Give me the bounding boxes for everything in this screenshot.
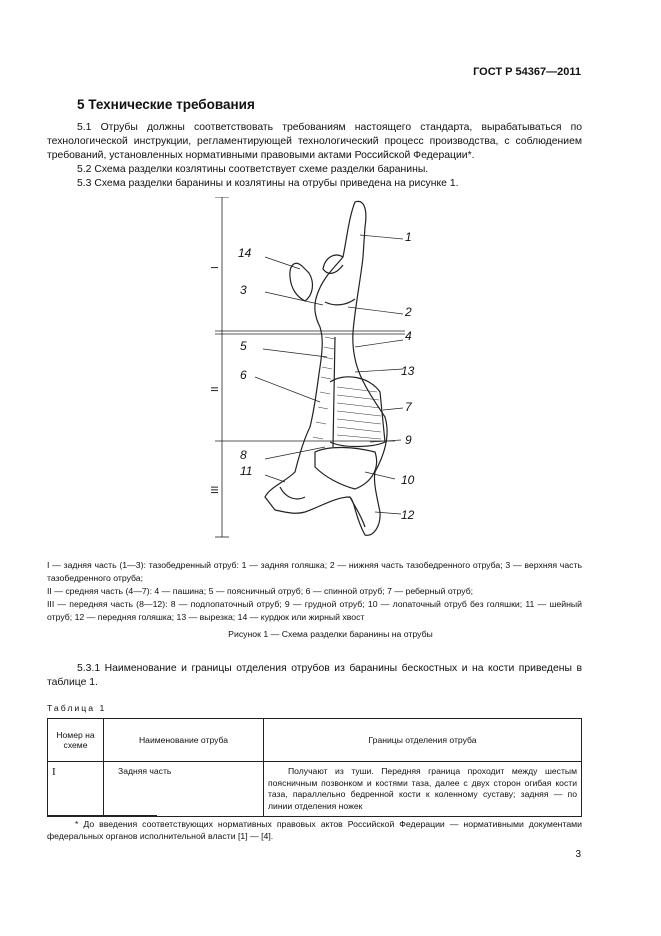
cut-number-10: 10 [401, 473, 415, 487]
cell-bounds: Получают из туши. Передняя граница проходит между шестым поясничным позвонком и костями таза, далее с двух сторон огибая кости таза, параллельно бедренной кости к коленному суставу; задняя — по линии отделения ножек [264, 762, 582, 817]
cut-number-6: 6 [240, 368, 247, 382]
header-bounds: Границы отделения отруба [264, 719, 582, 762]
cut-number-7: 7 [405, 400, 412, 414]
cut-number-3: 3 [240, 283, 247, 297]
cell-number: I [48, 762, 104, 817]
footnote-rule [47, 815, 157, 816]
cut-number-4: 4 [405, 329, 412, 343]
figure-legend [47, 559, 582, 624]
cut-number-2: 2 [405, 305, 412, 319]
part-label-III: III [210, 485, 221, 494]
table-row [48, 762, 582, 817]
cut-number-1: 1 [405, 230, 412, 244]
legend-part-I: I — задняя часть (1—3): тазобедренный отруб: 1 — задняя голяшка; 2 — нижняя часть тазобедренного отруба; 3 — верхняя часть тазобедренного отруба; [47, 560, 582, 583]
paragraph-5-2: 5.2 Схема разделки козлятины соответствует схеме разделки баранины. [77, 164, 429, 175]
cut-number-13: 13 [401, 364, 415, 378]
cut-number-5: 5 [240, 339, 247, 353]
figure-caption: Рисунок 1 — Схема разделки баранины на отрубы [228, 629, 433, 639]
part-label-I: I [210, 266, 221, 269]
cut-number-12: 12 [401, 508, 415, 522]
table-label: Таблица 1 [47, 703, 107, 713]
cuts-table [47, 718, 582, 817]
paragraph-5-1: 5.1 Отрубы должны соответствовать требованиям настоящего стандарта, вырабатываться по технологической инструкции, регламентирующей технологический процесс производства, с соблюдением требований, установленных нормативными правовыми актами Российской Федерации*. [47, 122, 582, 161]
cut-number-11: 11 [240, 464, 253, 478]
page-number: 3 [575, 849, 581, 860]
footnote: * До введения соответствующих нормативных правовых актов Российской Федерации — нормативными документами федеральных органов исполнительной власти [1] — [4]. [47, 819, 582, 841]
cut-number-9: 9 [405, 433, 412, 447]
legend-part-III: III — передняя часть (8—12): 8 — подлопаточный отруб; 9 — грудной отруб; 10 — лопаточный отруб без голяшки; 11 — шейный отруб; 12 — передняя голяшка; 13 — вырезка; 14 — курдюк или жирный хвост [47, 599, 582, 622]
section-title: 5 Технические требования [77, 97, 255, 112]
legend-part-II: II — средняя часть (4—7): 4 — пашина; 5 — поясничный отруб; 6 — спинной отруб; 7 — реберный отруб; [47, 586, 474, 596]
paragraph-5-3: 5.3 Схема разделки баранины и козлятины на отрубы приведена на рисунке 1. [77, 178, 459, 189]
part-label-II: II [210, 386, 221, 392]
carcass-cutting-diagram [205, 197, 435, 547]
header-name: Наименование отруба [104, 719, 264, 762]
cut-number-8: 8 [240, 448, 247, 462]
paragraph-5-3-1: 5.3.1 Наименование и границы отделения отрубов из баранины бескостных и на кости приведены в таблице 1. [47, 663, 582, 688]
cut-number-14: 14 [238, 246, 252, 260]
table-header-row [48, 719, 582, 762]
document-code: ГОСТ Р 54367—2011 [473, 66, 581, 78]
header-number: Номер на схеме [48, 719, 104, 762]
carcass-outline [265, 201, 387, 535]
cell-name: Задняя часть [104, 762, 264, 817]
